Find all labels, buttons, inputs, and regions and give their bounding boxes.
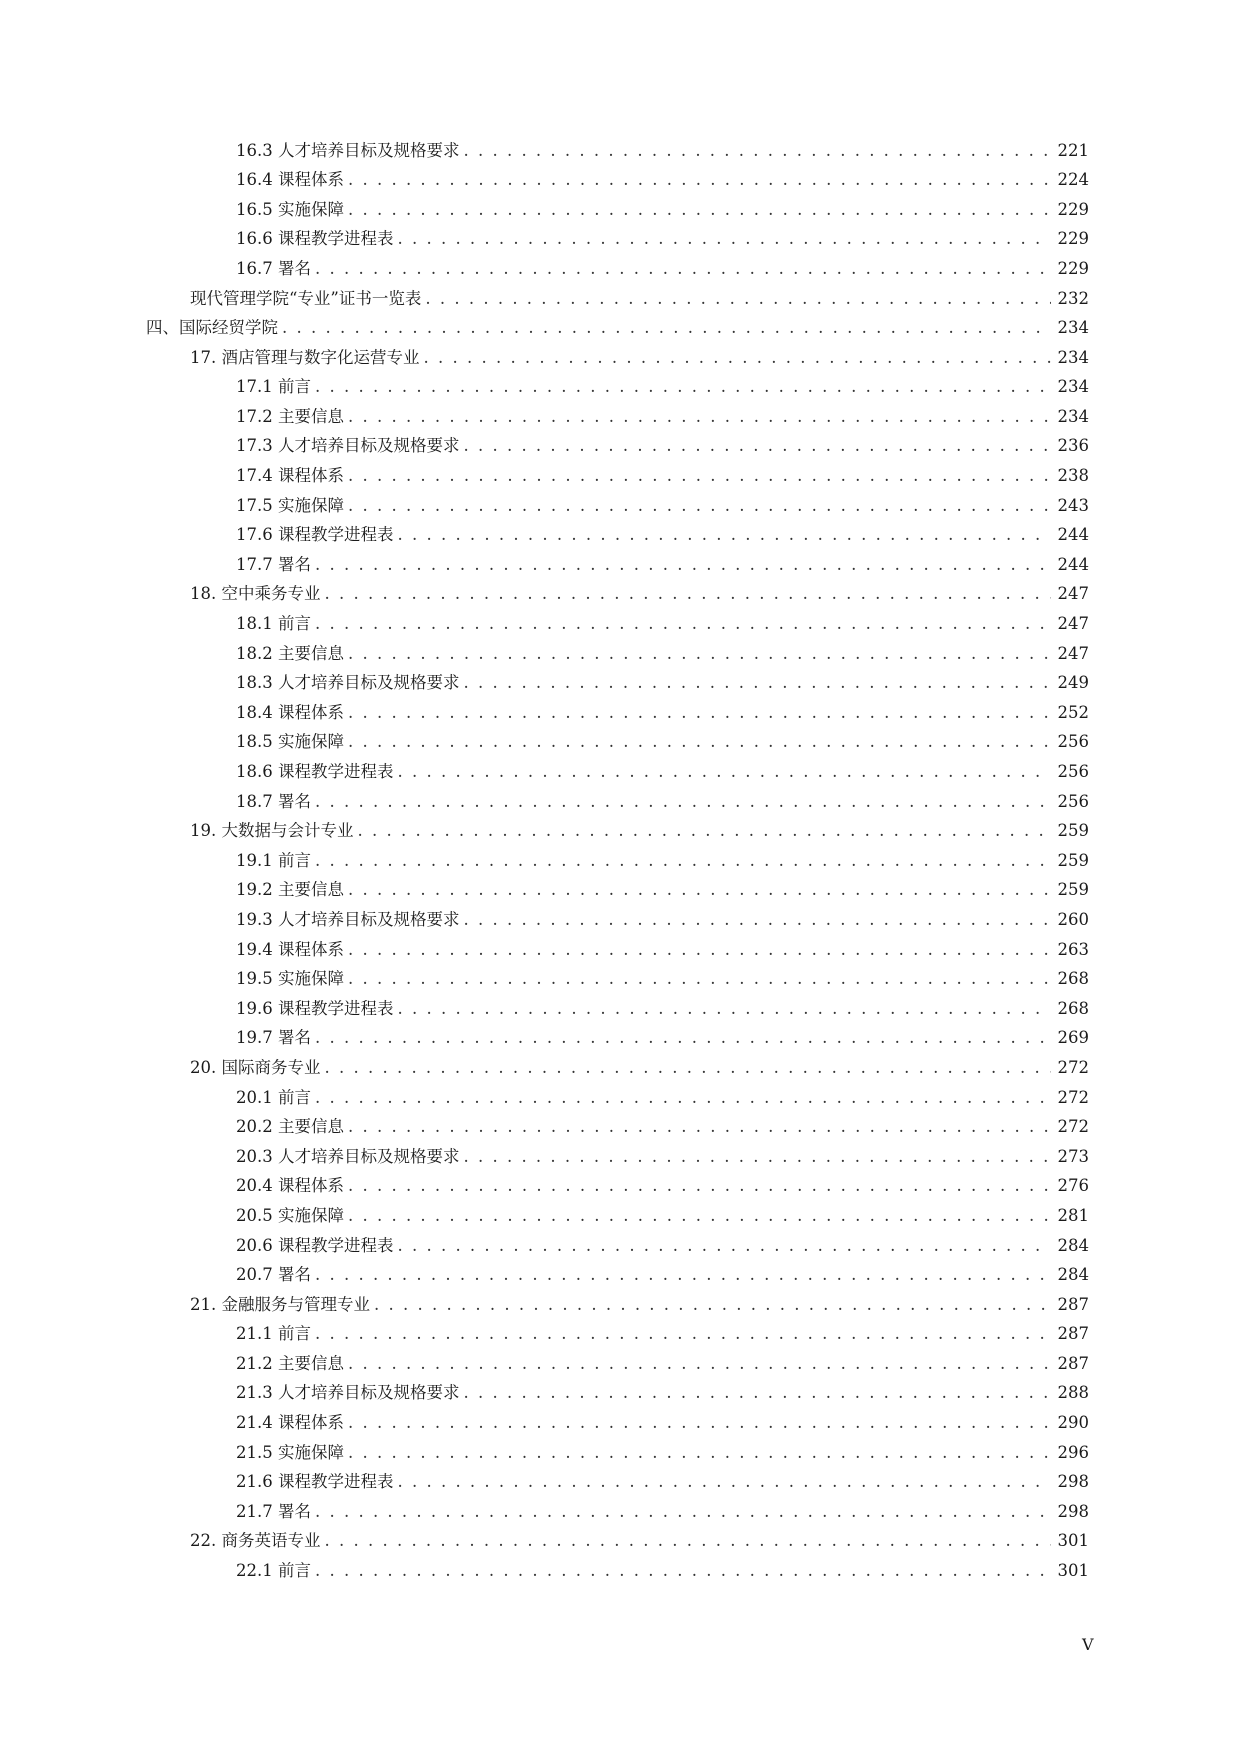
toc-dot-leader [348,1415,1051,1432]
toc-entry-page: 301 [1057,1561,1089,1581]
toc-entry-label: 19.4 课程体系 [236,939,344,959]
toc-entry[interactable] [0,284,1240,314]
toc-entry-label: 16.6 课程教学进程表 [236,229,394,249]
toc-entry[interactable] [0,1557,1240,1587]
toc-dot-leader [463,1385,1051,1402]
toc-dot-leader [348,1119,1051,1136]
toc-entry-label: 22. 商务英语专业 [190,1531,321,1551]
toc-entry-page: 260 [1057,909,1089,929]
toc-entry-page: 296 [1057,1442,1089,1462]
toc-dot-leader [325,1533,1052,1550]
toc-entry-page: 234 [1057,406,1089,426]
toc-entry-page: 247 [1057,584,1089,604]
toc-entry[interactable] [0,994,1240,1024]
toc-entry-page: 263 [1057,939,1089,959]
toc-entry[interactable] [0,1527,1240,1557]
toc-entry-page: 269 [1057,1028,1089,1048]
toc-entry-page: 252 [1057,702,1089,722]
toc-entry-page: 284 [1057,1235,1089,1255]
toc-entry[interactable] [0,876,1240,906]
toc-entry[interactable] [0,1172,1240,1202]
toc-entry-page: 298 [1057,1472,1089,1492]
toc-entry[interactable] [0,728,1240,758]
toc-entry-label: 19.6 课程教学进程表 [236,998,394,1018]
toc-entry[interactable] [0,580,1240,610]
toc-entry-label: 20.1 前言 [236,1087,311,1107]
toc-dot-leader [463,143,1051,160]
toc-dot-leader [348,498,1051,515]
toc-dot-leader [358,823,1052,840]
toc-entry[interactable] [0,1201,1240,1231]
toc-dot-leader [348,942,1051,959]
toc-entry[interactable] [0,787,1240,817]
toc-dot-leader [348,1356,1051,1373]
toc-entry-label: 19.7 署名 [236,1028,311,1048]
toc-entry-label: 16.7 署名 [236,258,311,278]
toc-dot-leader [315,1326,1051,1343]
toc-dot-leader [315,1030,1051,1047]
toc-dot-leader [315,261,1051,278]
toc-entry[interactable] [0,1024,1240,1054]
toc-entry-page: 224 [1057,170,1089,190]
toc-dot-leader [315,1563,1051,1580]
toc-entry[interactable] [0,1261,1240,1291]
toc-dot-leader [315,794,1051,811]
toc-entry-label: 21.5 实施保障 [236,1442,344,1462]
toc-entry[interactable] [0,521,1240,551]
toc-entry-page: 272 [1057,1087,1089,1107]
toc-entry[interactable] [0,1083,1240,1113]
toc-entry[interactable] [0,402,1240,432]
toc-dot-leader [348,409,1051,426]
toc-dot-leader [282,320,1051,337]
toc-entry-label: 18.4 课程体系 [236,702,344,722]
toc-entry[interactable] [0,491,1240,521]
toc-dot-leader [463,912,1051,929]
toc-dot-leader [463,1149,1051,1166]
toc-entry-page: 232 [1057,288,1089,308]
toc-dot-leader [348,172,1051,189]
toc-dot-leader [315,1504,1051,1521]
toc-dot-leader [397,1001,1051,1018]
toc-dot-leader [348,705,1051,722]
toc-entry[interactable] [0,1320,1240,1350]
toc-entry-label: 20.6 课程教学进程表 [236,1235,394,1255]
toc-entry[interactable] [0,373,1240,403]
toc-entry-label: 17.7 署名 [236,554,311,574]
toc-dot-leader [397,231,1051,248]
toc-entry-page: 301 [1057,1531,1089,1551]
toc-entry[interactable] [0,1231,1240,1261]
toc-entry[interactable] [0,817,1240,847]
toc-entry-label: 20.5 实施保障 [236,1205,344,1225]
toc-entry-page: 259 [1057,821,1089,841]
toc-entry-page: 259 [1057,880,1089,900]
toc-entry-label: 17.1 前言 [236,377,311,397]
toc-entry-page: 244 [1057,525,1089,545]
toc-dot-leader [315,557,1051,574]
toc-entry-page: 247 [1057,643,1089,663]
toc-entry[interactable] [0,343,1240,373]
toc-entry-page: 238 [1057,466,1089,486]
toc-entry[interactable] [0,254,1240,284]
toc-entry-page: 256 [1057,762,1089,782]
toc-entry[interactable] [0,432,1240,462]
toc-entry[interactable] [0,1113,1240,1143]
toc-entry-label: 21.1 前言 [236,1324,311,1344]
toc-entry-page: 287 [1057,1294,1089,1314]
toc-dot-leader [348,882,1051,899]
toc-entry-page: 288 [1057,1383,1089,1403]
toc-entry-label: 18.6 课程教学进程表 [236,762,394,782]
toc-entry[interactable] [0,1497,1240,1527]
toc-dot-leader [348,1178,1051,1195]
toc-entry-page: 284 [1057,1265,1089,1285]
toc-entry-page: 234 [1057,318,1089,338]
toc-entry-label: 20.2 主要信息 [236,1117,344,1137]
toc-entry-label: 17.4 课程体系 [236,466,344,486]
toc-entry-page: 259 [1057,850,1089,870]
toc-entry-label: 20.7 署名 [236,1265,311,1285]
toc-entry-page: 249 [1057,673,1089,693]
toc-dot-leader [348,1208,1051,1225]
toc-entry-page: 229 [1057,199,1089,219]
toc-entry[interactable] [0,935,1240,965]
toc-dot-leader [325,1060,1052,1077]
toc-entry[interactable] [0,1409,1240,1439]
toc-entry[interactable] [0,1349,1240,1379]
toc-entry[interactable] [0,610,1240,640]
toc-entry[interactable] [0,1379,1240,1409]
toc-entry-label: 17.5 实施保障 [236,495,344,515]
toc-entry-label: 19.1 前言 [236,850,311,870]
toc-dot-leader [348,202,1051,219]
toc-entry-label: 17. 酒店管理与数字化运营专业 [190,347,420,367]
toc-entry-label: 22.1 前言 [236,1561,311,1581]
toc-entry-label: 16.3 人才培养目标及规格要求 [236,140,460,160]
toc-entry-page: 236 [1057,436,1089,456]
toc-entry-label: 20. 国际商务专业 [190,1057,321,1077]
toc-dot-leader [425,291,1051,308]
toc-entry-page: 229 [1057,229,1089,249]
toc-dot-leader [348,734,1051,751]
toc-dot-leader [348,646,1051,663]
toc-dot-leader [315,616,1051,633]
toc-entry[interactable] [0,1290,1240,1320]
toc-entry-page: 281 [1057,1205,1089,1225]
toc-dot-leader [424,350,1052,367]
toc-entry-label: 17.3 人才培养目标及规格要求 [236,436,460,456]
toc-entry-label: 21. 金融服务与管理专业 [190,1294,370,1314]
toc-entry-page: 243 [1057,495,1089,515]
toc-entry-page: 287 [1057,1353,1089,1373]
toc-entry[interactable] [0,1142,1240,1172]
toc-entry[interactable] [0,1438,1240,1468]
toc-entry[interactable] [0,136,1240,166]
toc-dot-leader [348,971,1051,988]
toc-dot-leader [348,468,1051,485]
toc-entry-label: 21.2 主要信息 [236,1353,344,1373]
toc-entry-page: 268 [1057,969,1089,989]
toc-entry[interactable] [0,550,1240,580]
toc-entry[interactable] [0,757,1240,787]
toc-entry[interactable] [0,698,1240,728]
toc-dot-leader [315,1267,1051,1284]
table-of-contents [0,136,1240,1586]
toc-entry[interactable] [0,846,1240,876]
toc-dot-leader [348,1445,1051,1462]
toc-entry[interactable] [0,965,1240,995]
toc-entry-label: 现代管理学院“专业”证书一览表 [190,288,422,308]
toc-entry[interactable] [0,669,1240,699]
toc-dot-leader [315,1090,1051,1107]
toc-entry-page: 234 [1057,347,1089,367]
toc-entry[interactable] [0,905,1240,935]
toc-entry-label: 18. 空中乘务专业 [190,584,321,604]
toc-entry[interactable] [0,225,1240,255]
toc-entry-label: 18.2 主要信息 [236,643,344,663]
page-number: V [1082,1635,1094,1654]
toc-entry-label: 21.6 课程教学进程表 [236,1472,394,1492]
toc-entry-label: 19.2 主要信息 [236,880,344,900]
toc-entry-page: 272 [1057,1057,1089,1077]
toc-entry-page: 290 [1057,1413,1089,1433]
toc-entry[interactable] [0,166,1240,196]
toc-dot-leader [397,527,1051,544]
toc-entry-page: 234 [1057,377,1089,397]
toc-entry-label: 19.5 实施保障 [236,969,344,989]
toc-entry-page: 298 [1057,1501,1089,1521]
toc-dot-leader [463,675,1051,692]
toc-entry-label: 19.3 人才培养目标及规格要求 [236,909,460,929]
toc-entry-page: 268 [1057,998,1089,1018]
toc-dot-leader [315,853,1051,870]
toc-entry-page: 287 [1057,1324,1089,1344]
toc-entry-label: 16.4 课程体系 [236,170,344,190]
toc-entry-label: 21.4 课程体系 [236,1413,344,1433]
toc-entry-label: 18.5 实施保障 [236,732,344,752]
toc-dot-leader [374,1297,1051,1314]
toc-entry-label: 19. 大数据与会计专业 [190,821,354,841]
toc-entry[interactable] [0,462,1240,492]
toc-entry-page: 273 [1057,1146,1089,1166]
toc-entry-label: 17.6 课程教学进程表 [236,525,394,545]
toc-entry-page: 221 [1057,140,1089,160]
toc-dot-leader [315,379,1051,396]
toc-entry-label: 18.7 署名 [236,791,311,811]
toc-entry-label: 21.3 人才培养目标及规格要求 [236,1383,460,1403]
toc-entry-page: 272 [1057,1117,1089,1137]
toc-entry[interactable] [0,639,1240,669]
toc-entry-page: 256 [1057,732,1089,752]
toc-entry-label: 四、国际经贸学院 [146,318,278,338]
toc-entry-label: 20.4 课程体系 [236,1176,344,1196]
toc-entry-page: 276 [1057,1176,1089,1196]
toc-dot-leader [325,586,1052,603]
toc-dot-leader [397,764,1051,781]
toc-entry-page: 244 [1057,554,1089,574]
toc-entry[interactable] [0,1053,1240,1083]
toc-entry-page: 256 [1057,791,1089,811]
toc-entry[interactable] [0,1468,1240,1498]
toc-entry-label: 17.2 主要信息 [236,406,344,426]
toc-entry-label: 18.1 前言 [236,614,311,634]
toc-entry-page: 229 [1057,258,1089,278]
toc-dot-leader [397,1474,1051,1491]
toc-entry-label: 18.3 人才培养目标及规格要求 [236,673,460,693]
toc-dot-leader [463,438,1051,455]
toc-entry-label: 20.3 人才培养目标及规格要求 [236,1146,460,1166]
toc-entry-label: 21.7 署名 [236,1501,311,1521]
toc-entry[interactable] [0,314,1240,344]
toc-dot-leader [397,1238,1051,1255]
toc-entry-page: 247 [1057,614,1089,634]
toc-entry-label: 16.5 实施保障 [236,199,344,219]
toc-entry[interactable] [0,195,1240,225]
